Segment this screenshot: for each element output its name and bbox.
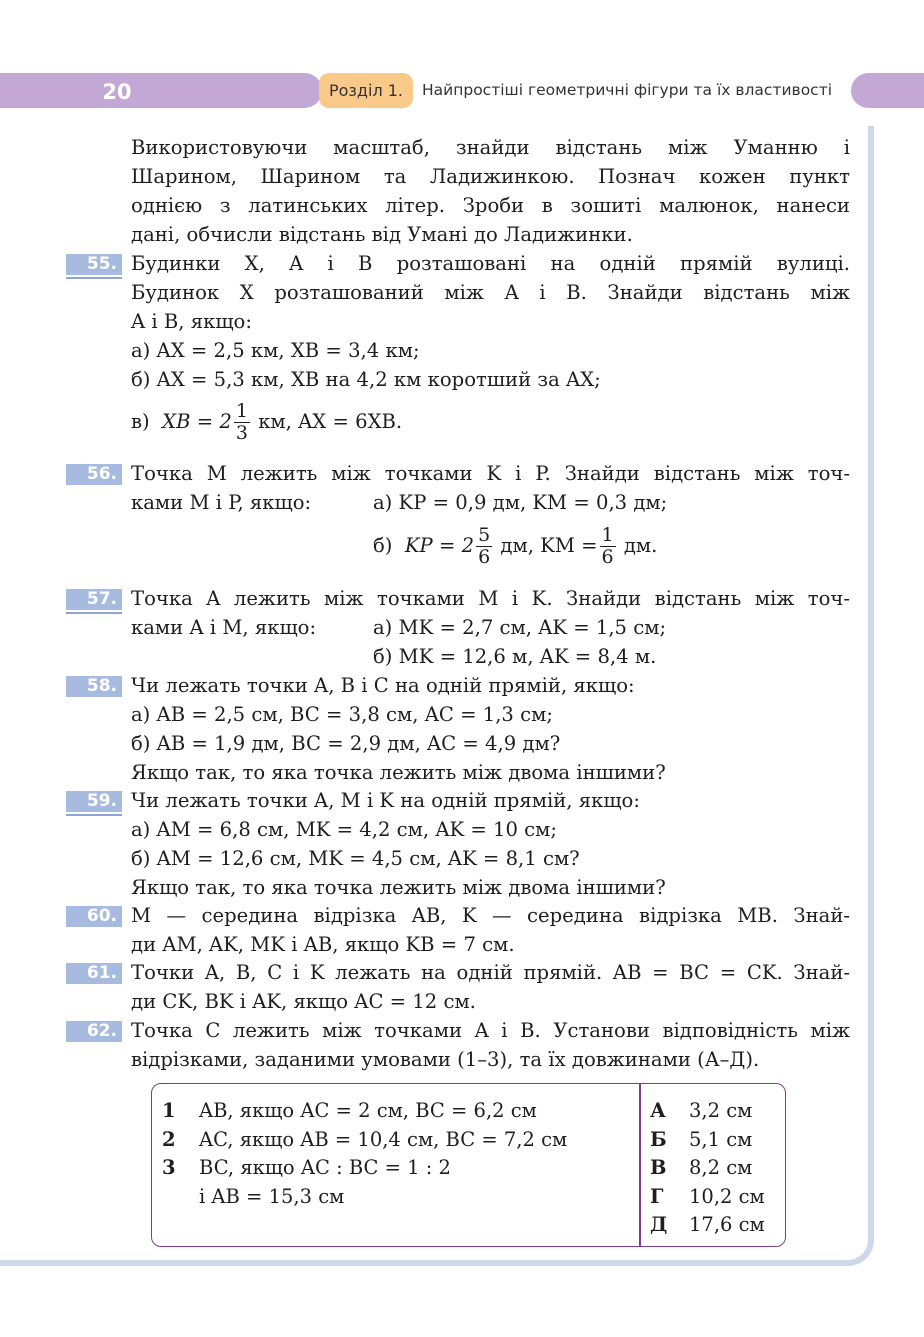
problem-62-line: Точка C лежить між точками A і B. Установи відповідність між [131, 1019, 850, 1042]
chapter-tab [319, 73, 413, 108]
answer-letter: В [650, 1156, 667, 1179]
problem-55-line: Будинки X, A і B розташовані на одній прямій вулиці. [131, 252, 850, 275]
problem-59-option-a: а) AM = 6,8 см, MK = 4,2 см, AK = 10 см; [131, 818, 557, 841]
problem-62-line: відрізками, заданими умовами (1–3), та їх довжинами (А–Д). [131, 1048, 760, 1071]
fraction: $\frac{1}{3}$ [235, 400, 248, 444]
answer-letter: Б [650, 1128, 667, 1151]
answer-value: 8,2 см [689, 1156, 753, 1179]
answer-letter: Г [650, 1185, 664, 1208]
problem-56-option-a: а) KP = 0,9 дм, KM = 0,3 дм; [373, 491, 668, 514]
problem-60-line: M — середина відрізка AB, K — середина відрізка MB. Знай- [131, 904, 850, 927]
condition-text: AC, якщо AB = 10,4 см, BC = 7,2 см [199, 1128, 568, 1151]
condition-number: 1 [162, 1099, 176, 1122]
problem-61-line: Точки A, B, C і K лежать на одній прямій. AB = BC = CK. Знай- [131, 961, 850, 984]
problem-61-line: ди CK, BK і AK, якщо AC = 12 см. [131, 990, 476, 1013]
header-band-left [0, 73, 322, 108]
problem-60-line: ди AM, AK, MK і AB, якщо KB = 7 см. [131, 933, 515, 956]
matching-table-divider [639, 1083, 641, 1247]
problem-57-option-b: б) MK = 12,6 м, AK = 8,4 м. [373, 645, 657, 668]
problem-58-question: Якщо так, то яка точка лежить між двома іншими? [131, 761, 666, 784]
condition-text: BC, якщо AC : BC = 1 : 2 [199, 1156, 451, 1179]
answer-letter: А [650, 1099, 666, 1122]
problem-56-lead: ками M і P, якщо: [131, 491, 312, 514]
answer-value: 17,6 см [689, 1213, 765, 1236]
problem-number-62: 62. [66, 1021, 122, 1042]
problem-59-option-b: б) AM = 12,6 см, MK = 4,5 см, AK = 8,1 см? [131, 847, 580, 870]
condition-text: AB, якщо AC = 2 см, BC = 6,2 см [199, 1099, 537, 1122]
answer-value: 10,2 см [689, 1185, 765, 1208]
intro-line: Шарином, Шарином та Ладижинкою. Познач кожен пункт [131, 165, 850, 188]
chapter-title: Найпростіші геометричні фігури та їх властивості [422, 81, 833, 99]
problem-56-option-b: б) KP = 2 $\frac{5}{6}$ дм, KM = $\frac{1}{6}$ дм. [373, 524, 658, 568]
problem-number-60: 60. [66, 906, 122, 927]
problem-55-option-c: в) XB = 2 $\frac{1}{3}$ км, AX = 6XB. [131, 400, 403, 444]
problem-59-line: Чи лежать точки A, M і K на одній прямій, якщо: [131, 789, 640, 812]
condition-number: 2 [162, 1128, 176, 1151]
problem-number-55: 55. [66, 254, 122, 275]
problem-57-line: Точка A лежить між точками M і K. Знайди відстань між точ- [131, 587, 850, 610]
fraction: $\frac{1}{6}$ [601, 524, 614, 568]
header-band-right [851, 73, 924, 108]
problem-number-57: 57. [66, 589, 122, 610]
intro-line: однією з латинських літер. Зроби в зошиті малюнок, нанеси [131, 194, 850, 217]
page-number: 20 [102, 80, 132, 104]
problem-58-line: Чи лежать точки A, B і C на одній прямій, якщо: [131, 674, 635, 697]
answer-value: 3,2 см [689, 1099, 753, 1122]
chapter-label: Розділ 1. [328, 81, 404, 100]
fraction: $\frac{5}{6}$ [478, 524, 491, 568]
problem-58-option-b: б) AB = 1,9 дм, BC = 2,9 дм, AC = 4,9 дм? [131, 732, 561, 755]
problem-55-option-b: б) AX = 5,3 км, XB на 4,2 км коротший за AX; [131, 368, 601, 391]
answer-letter: Д [650, 1213, 668, 1236]
answer-value: 5,1 см [689, 1128, 753, 1151]
problem-57-lead: ками A і M, якщо: [131, 616, 317, 639]
problem-number-59: 59. [66, 791, 122, 812]
problem-number-underline [66, 277, 122, 279]
problem-number-underline [66, 612, 122, 614]
problem-number-61: 61. [66, 963, 122, 984]
condition-text-continued: і AB = 15,3 см [199, 1185, 345, 1208]
problem-number-56: 56. [66, 464, 122, 485]
problem-56-line: Точка M лежить між точками K і P. Знайди відстань між точ- [131, 462, 850, 485]
intro-line: Використовуючи масштаб, знайди відстань між Уманню і [131, 136, 850, 159]
problem-59-question: Якщо так, то яка точка лежить між двома іншими? [131, 876, 666, 899]
intro-line: дані, обчисли відстань від Умані до Ладижинки. [131, 223, 633, 246]
problem-55-line: A і B, якщо: [131, 310, 252, 333]
problem-number-underline [66, 814, 122, 816]
problem-55-line: Будинок X розташований між A і B. Знайди відстань між [131, 281, 850, 304]
problem-number-58: 58. [66, 676, 122, 697]
condition-number: 3 [162, 1156, 176, 1179]
problem-55-option-a: а) AX = 2,5 км, XB = 3,4 км; [131, 339, 420, 362]
problem-57-option-a: а) MK = 2,7 см, AK = 1,5 см; [373, 616, 667, 639]
problem-58-option-a: а) AB = 2,5 см, BC = 3,8 см, AC = 1,3 см; [131, 703, 553, 726]
